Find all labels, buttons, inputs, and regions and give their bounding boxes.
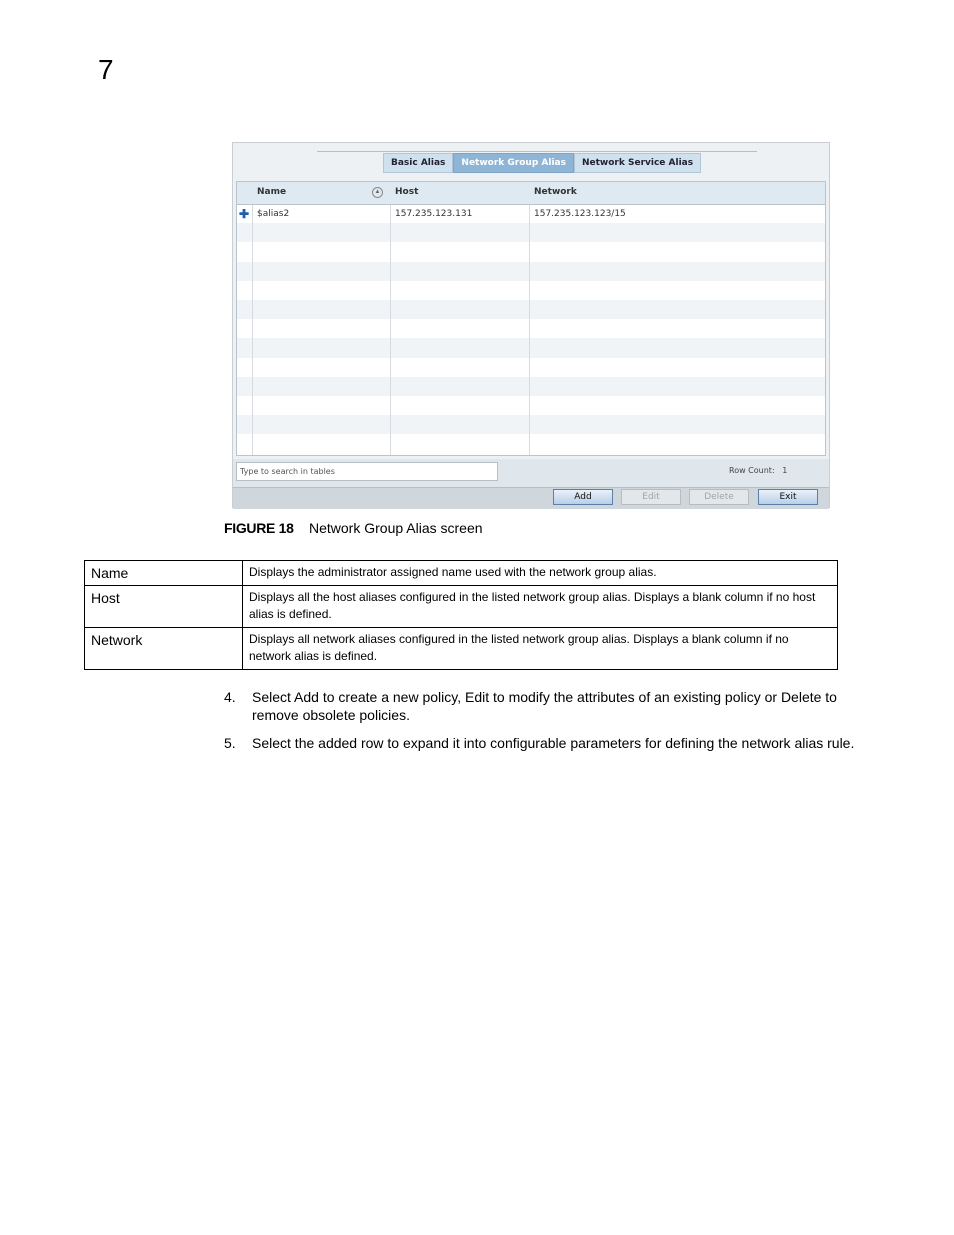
- step-number: 5.: [224, 735, 236, 751]
- table-row: [237, 415, 825, 434]
- chapter-number: 7: [98, 54, 114, 85]
- description-table: [84, 560, 838, 670]
- step-number: 4.: [224, 689, 236, 705]
- delete-button[interactable]: Delete: [689, 489, 749, 505]
- expand-plus-icon[interactable]: ✚: [239, 207, 250, 221]
- edit-button[interactable]: Edit: [621, 489, 681, 505]
- table-row: [237, 242, 825, 261]
- figure-label: FIGURE 18: [224, 520, 294, 536]
- table-row: [85, 586, 838, 628]
- step-5: [224, 734, 874, 752]
- tab-network-service-alias[interactable]: Network Service Alias: [574, 153, 701, 173]
- table-row: [85, 561, 838, 586]
- step-text-part: to create a new policy,: [318, 689, 465, 705]
- table-row: [237, 377, 825, 396]
- step-keyword-delete: Delete: [780, 689, 822, 705]
- term-network: Network: [85, 628, 243, 670]
- step-4: [224, 688, 874, 724]
- exit-button[interactable]: Exit: [758, 489, 818, 505]
- sort-ascending-icon[interactable]: ▲: [372, 187, 383, 198]
- desc-name: Displays the administrator assigned name used with the network group alias.: [243, 561, 838, 586]
- table-row: [237, 358, 825, 377]
- row-count-label: Row Count:: [729, 466, 775, 475]
- step-keyword-edit: Edit: [465, 689, 490, 705]
- alias-tabs: [383, 153, 701, 173]
- step-keyword-add: Add: [294, 689, 319, 705]
- search-input[interactable]: Type to search in tables: [236, 462, 498, 481]
- figure-caption: [224, 520, 483, 536]
- table-row: [237, 319, 825, 338]
- column-divider: [529, 182, 530, 455]
- table-row: [237, 300, 825, 319]
- table-header: [237, 182, 825, 205]
- tab-network-group-alias[interactable]: Network Group Alias: [453, 153, 574, 173]
- step-text-part: to modify the attributes of an existing policy or: [489, 689, 781, 705]
- table-row: [237, 434, 825, 453]
- column-divider: [390, 182, 391, 455]
- table-row: [237, 281, 825, 300]
- table-rows: [237, 204, 825, 453]
- alias-table: [236, 181, 826, 456]
- step-text: Select the added row to expand it into configurable parameters for defining the network alias rule.: [252, 735, 855, 751]
- column-header-network[interactable]: Network: [534, 187, 577, 197]
- row-count: [729, 466, 787, 475]
- table-row: [237, 262, 825, 281]
- term-host: Host: [85, 586, 243, 628]
- instruction-steps: [224, 688, 874, 762]
- tab-basic-alias[interactable]: Basic Alias: [383, 153, 453, 173]
- table-row: [237, 223, 825, 242]
- cell-network: 157.235.123.123/15: [534, 209, 626, 219]
- desc-host: Displays all the host aliases configured in the listed network group alias. Displays a blank column if no host alias is defined.: [243, 586, 838, 628]
- figure-title: Network Group Alias screen: [309, 520, 483, 536]
- table-row[interactable]: [237, 204, 825, 223]
- cell-name: $alias2: [257, 209, 290, 219]
- add-button[interactable]: Add: [553, 489, 613, 505]
- tab-divider: [317, 151, 757, 152]
- term-name: Name: [85, 561, 243, 586]
- row-count-value: 1: [782, 466, 788, 475]
- step-text-part: Select: [252, 689, 295, 705]
- column-divider: [252, 182, 253, 455]
- column-header-host[interactable]: Host: [395, 187, 419, 197]
- table-row: [85, 628, 838, 670]
- table-row: [237, 338, 825, 357]
- cell-host: 157.235.123.131: [395, 209, 473, 219]
- table-row: [237, 396, 825, 415]
- step-text-part: to remove obsolete policies.: [252, 689, 837, 723]
- step-text: [252, 689, 837, 723]
- network-group-alias-screenshot: [232, 142, 830, 508]
- column-header-name[interactable]: Name: [257, 187, 287, 197]
- desc-network: Displays all network aliases configured in the listed network group alias. Displays a blank column if no network alias is defined.: [243, 628, 838, 670]
